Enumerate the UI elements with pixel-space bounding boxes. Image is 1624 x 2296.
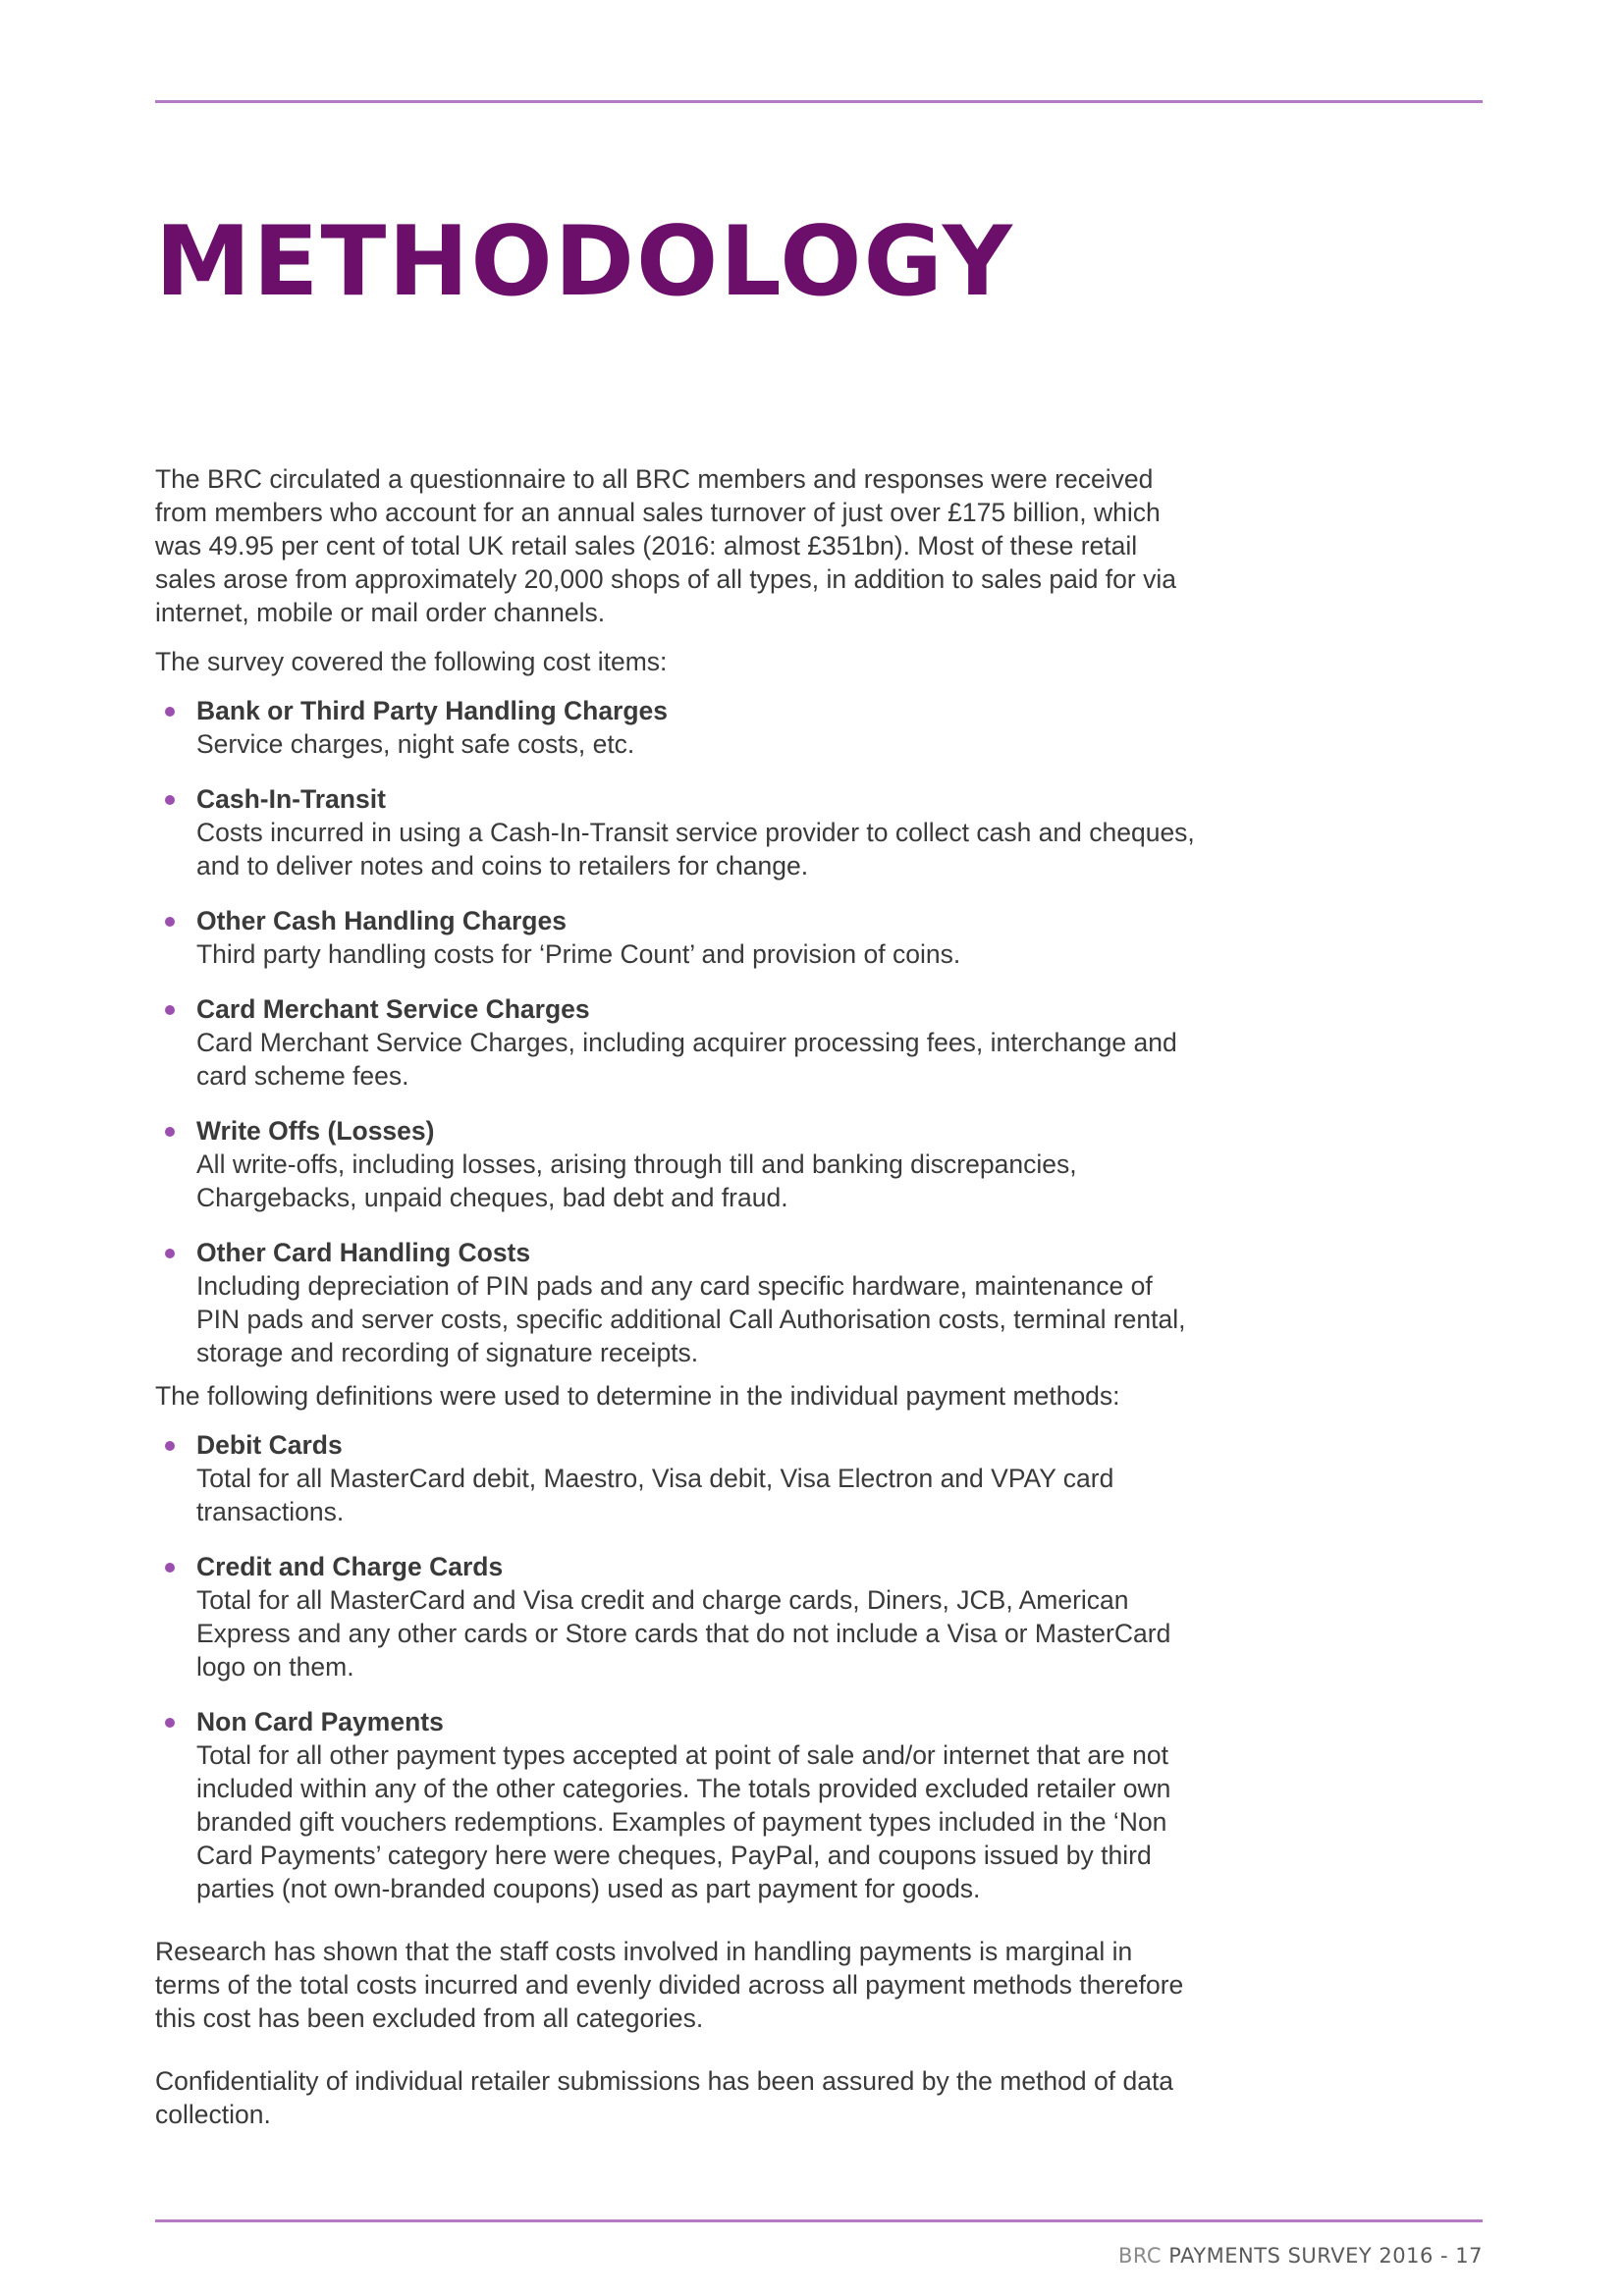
bullet-icon	[165, 1005, 175, 1015]
bullet-icon	[165, 1441, 175, 1451]
bullet-icon	[165, 1127, 175, 1137]
list-item	[155, 1236, 1196, 1369]
intro-paragraph: The BRC circulated a questionnaire to all BRC members and responses were received from members who account for an annual sales turnover of just over £175 billion, which was 49.95 per cent of total UK retail sales (2016: almost £351bn). Most of these retail sales arose from approximately 20,000 shops of all types, in addition to sales paid for via internet, mobile or mail order channels.	[155, 464, 1176, 627]
bullet-icon	[165, 1718, 175, 1728]
list-item	[155, 1428, 1196, 1528]
list-item	[155, 694, 1196, 761]
list-item-title: Credit and Charge Cards	[196, 1552, 504, 1581]
list-item-title: Non Card Payments	[196, 1707, 444, 1736]
list-item	[155, 782, 1196, 882]
list-item	[155, 1550, 1196, 1683]
list-item-description: Service charges, night safe costs, etc.	[196, 729, 635, 759]
bullet-icon	[165, 1249, 175, 1258]
list-item	[155, 992, 1196, 1093]
page-title: METHODOLOGY	[155, 206, 1014, 318]
list-item-description: Costs incurred in using a Cash-In-Transit service provider to collect cash and cheques, and to deliver notes and coins to retailers for change.	[196, 818, 1195, 881]
confidentiality-paragraph: Confidentiality of individual retailer submissions has been assured by the method of data collection.	[155, 2066, 1174, 2129]
list-item	[155, 904, 1196, 971]
page-footer	[1118, 2244, 1483, 2268]
list-item-title: Write Offs (Losses)	[196, 1116, 435, 1146]
staff-costs-paragraph: Research has shown that the staff costs involved in handling payments is marginal in terms of the total costs incurred and evenly divided across all payment methods therefore this cost has been excluded from all categories.	[155, 1937, 1184, 2033]
list-item-description: Total for all MasterCard debit, Maestro, Visa debit, Visa Electron and VPAY card transactions.	[196, 1464, 1114, 1526]
list-item-title: Debit Cards	[196, 1430, 343, 1460]
list-item-description: Total for all MasterCard and Visa credit and charge cards, Diners, JCB, American Express and any other cards or Store cards that do not include a Visa or MasterCard logo on them.	[196, 1585, 1171, 1682]
list-item-title: Bank or Third Party Handling Charges	[196, 696, 669, 725]
bullet-icon	[165, 707, 175, 717]
footer-report-title: PAYMENTS SURVEY 2016	[1168, 2244, 1434, 2268]
list-item-title: Other Cash Handling Charges	[196, 906, 567, 935]
list-item-description: All write-offs, including losses, arising through till and banking discrepancies, Chargebacks, unpaid cheques, bad debt and fraud.	[196, 1149, 1077, 1212]
list-item-title: Other Card Handling Costs	[196, 1238, 531, 1267]
list-item	[155, 1705, 1196, 1905]
footer-separator: -	[1433, 2244, 1456, 2268]
footer-brand: BRC	[1117, 2244, 1163, 2268]
list-item	[155, 1114, 1196, 1214]
definitions-lead: The following definitions were used to determine in the individual payment methods:	[155, 1381, 1120, 1411]
list-item-description: Including depreciation of PIN pads and any card specific hardware, maintenance of PIN pads and server costs, specific additional Call Authorisation costs, terminal rental, storage and recording of signature receipts.	[196, 1271, 1186, 1367]
list-item-title: Cash-In-Transit	[196, 784, 386, 814]
list-item-description: Card Merchant Service Charges, including acquirer processing fees, interchange and card scheme fees.	[196, 1028, 1177, 1091]
body-content	[155, 462, 1196, 2147]
cost-items-lead: The survey covered the following cost items:	[155, 647, 668, 676]
bullet-icon	[165, 917, 175, 927]
top-divider	[155, 100, 1483, 103]
page-number: 17	[1455, 2244, 1483, 2268]
list-item-title: Card Merchant Service Charges	[196, 994, 590, 1024]
list-item-description: Third party handling costs for ‘Prime Count’ and provision of coins.	[196, 939, 961, 969]
bullet-icon	[165, 1563, 175, 1573]
list-item-description: Total for all other payment types accepted at point of sale and/or internet that are not included within any of the other categories. The totals provided excluded retailer own branded gift vouchers redemptions. Examples of payment types included in the ‘Non Card Payments’ category here were cheques, PayPal, and coupons issued by third parties (not own-branded coupons) used as part payment for goods.	[196, 1740, 1171, 1903]
bottom-divider	[155, 2219, 1483, 2222]
cost-items-list	[155, 694, 1196, 1369]
payment-methods-list	[155, 1428, 1196, 1905]
bullet-icon	[165, 795, 175, 805]
